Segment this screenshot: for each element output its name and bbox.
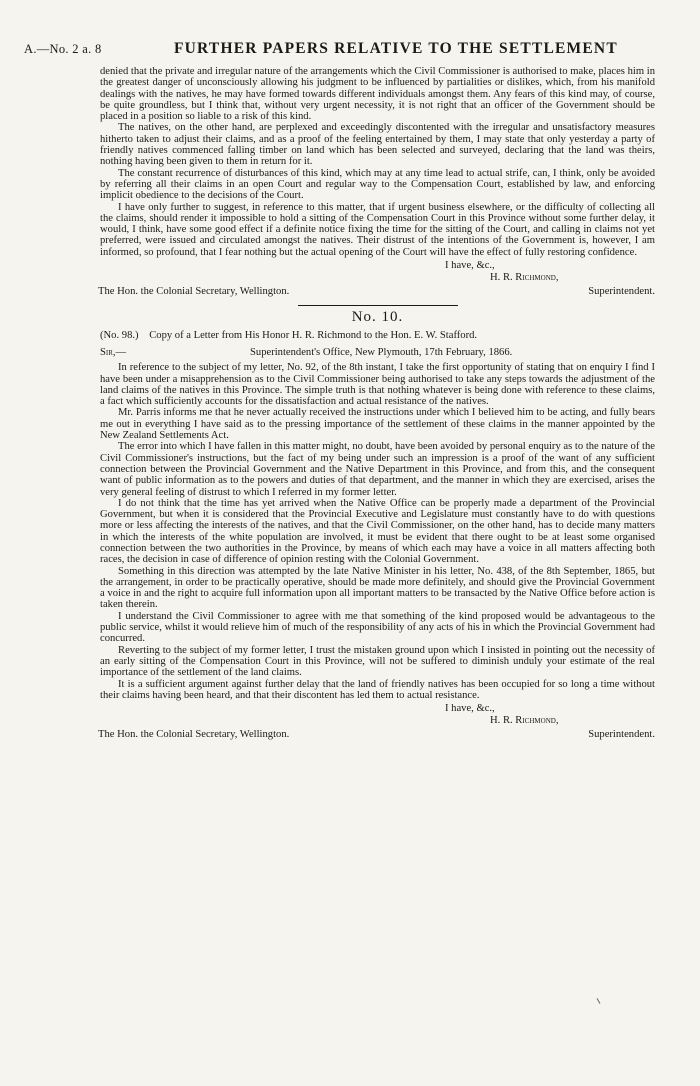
salutation-line bbox=[100, 347, 655, 358]
stray-mark bbox=[597, 998, 601, 1004]
letter-heading bbox=[100, 330, 655, 341]
paragraph: It is a sufficient argument against further delay that the land of friendly natives has been occupied for so long a time without their claims having been heard, and that their discontent has led them to actual resistance. bbox=[100, 678, 655, 701]
salutation: Sir,— bbox=[100, 346, 127, 358]
paragraph: In reference to the subject of my letter, No. 92, of the 8th instant, I take the first opportunity of stating that on enquiry I find I have been under a misapprehension as to the Civil Commissioner being authorised to take any steps towards the adjustment of the land claims of the natives in this Province. The simple truth is that nothing whatever is being done with reference to these claims, a fact which sufficiently accounts for the dissatisfaction and actual resistance of the natives. bbox=[100, 362, 655, 408]
addressee: The Hon. the Colonial Secretary, Wellington. bbox=[98, 729, 290, 741]
paragraph: Reverting to the subject of my former letter, I trust the mistaken ground upon which I insisted in pointing out the necessity of an early sitting of the Compensation Court in this Province, will not be suffered to diminish unduly your estimate of the real importance of the settlement of the land claims. bbox=[100, 644, 655, 679]
page-header bbox=[24, 40, 656, 60]
signatory-role: Superintendent. bbox=[588, 729, 655, 741]
signatory-role: Superintendent. bbox=[588, 286, 655, 298]
closing-phrase: I have, &c., bbox=[445, 260, 495, 272]
signature: H. R. Richmond, bbox=[490, 272, 559, 284]
page-reference: A.—No. 2 a. 8 bbox=[24, 42, 102, 56]
paragraph: Something in this direction was attempted by the late Native Minister in his letter, No. 438, of the 8th September, 1865, but the arrangement, in order to be practically operative, should be made more definitely, and should give the Provincial Government a voice in and the right to acquire full information upon all important matters to be transacted by the Native Office before action is taken therein. bbox=[100, 565, 655, 611]
office-date: Superintendent's Office, New Plymouth, 17th February, 1866. bbox=[250, 346, 513, 358]
letter-closing bbox=[100, 260, 655, 284]
letter-description: Copy of a Letter from His Honor H. R. Richmond to the Hon. E. W. Stafford. bbox=[149, 329, 478, 341]
paragraph: I do not think that the time has yet arrived when the Native Office can be properly made a department of the Provincial Government, but when it is considered that the Provincial Executive and Legislature must constantly have to do with questions more or less affecting the interests of the natives, and that the Civil Commissioner, on the other hand, has to decide many matters in which the interests of the white population are involved, it must be evident that there ought to be at least some organised connection between the two authorities in the Province, by means of which each may have a voice in all matters affecting both races, the decision in case of difference of opinion resting with the Colonial Government. bbox=[100, 497, 655, 566]
document-number: No. 10. bbox=[351, 309, 404, 326]
paragraph: I understand the Civil Commissioner to agree with me that something of the kind proposed would be advantageous to the public service, whilst it would relieve him of much of the responsibility of any acts of his in which the Provincial Government had concurred. bbox=[100, 610, 655, 645]
addressee: The Hon. the Colonial Secretary, Wellington. bbox=[98, 286, 290, 298]
letter-closing bbox=[100, 703, 655, 727]
page-title: FURTHER PAPERS RELATIVE TO THE SETTLEMENT bbox=[174, 40, 618, 57]
paragraph: The natives, on the other hand, are perplexed and exceedingly discontented with the irregular and unsatisfactory measures hitherto taken to adjust their claims, and as a proof of the feeling entertained by them, I may state that only yesterday a party of friendly natives commenced falling timber on land which has been selected and surveyed, declaring that the land was theirs, nothing having been given to them in return for it. bbox=[100, 122, 655, 168]
letter-ref-number: (No. 98.) bbox=[100, 329, 139, 341]
closing-phrase: I have, &c., bbox=[445, 703, 495, 715]
address-line bbox=[98, 286, 655, 297]
paragraph: The error into which I have fallen in this matter might, no doubt, have been avoided by personal enquiry as to the nature of the Civil Commissioner's instructions, but the fact of my being under such an impression is a proof of the want of any sufficient connection between the Provincial Government and the Native Department in this Province, and from this, and the consequent want of public information as to the powers and duties of that department, and the manner in which they are exercised, arises the very general feeling of distrust to which I referred in my former letter. bbox=[100, 441, 655, 498]
document-body bbox=[100, 66, 655, 740]
paragraph: I have only further to suggest, in reference to this matter, that if urgent business elsewhere, or the difficulty of collecting all the claims, should render it impossible to hold a sitting of the Compensation Court in this Province without some further delay, it would, I think, have some good effect if a definite notice fixing the time for the sitting of the Court, and calling in claims not yet preferred, were issued and circulated amongst the natives. Their distrust of the intentions of the Government is, however, I am informed, so profound, that I fear nothing but the actual opening of the Court will have the effect of fully restoring confidence. bbox=[100, 201, 655, 258]
paragraph: denied that the private and irregular nature of the arrangements which the Civil Commissioner is authorised to make, places him in the greatest danger of unconsciously allowing his judgment to be influenced by partialities or dislikes, which, from his manifold dealings with the natives, he may have formed towards different individuals amongst them. Any fears of this kind may, of course, be quite groundless, but I think that, without very urgent necessity, it is not right that an officer of the Government should be placed in a position so liable to a risk of this kind. bbox=[100, 66, 655, 123]
paragraph: The constant recurrence of disturbances of this kind, which may at any time lead to actual strife, can, I think, only be avoided by referring all their claims in an open Court and regular way to the Compensation Court, established by law, and enforcing implicit obedience to the decisions of the Court. bbox=[100, 167, 655, 202]
signature: H. R. Richmond, bbox=[490, 715, 559, 727]
section-divider bbox=[298, 305, 458, 306]
paragraph: Mr. Parris informs me that he never actually received the instructions under which I believed him to be acting, and fully bears me out in everything I have said as to the pressing importance of the settlement of these claims in the manner appointed by the New Zealand Settlements Act. bbox=[100, 407, 655, 442]
address-line bbox=[98, 729, 655, 740]
